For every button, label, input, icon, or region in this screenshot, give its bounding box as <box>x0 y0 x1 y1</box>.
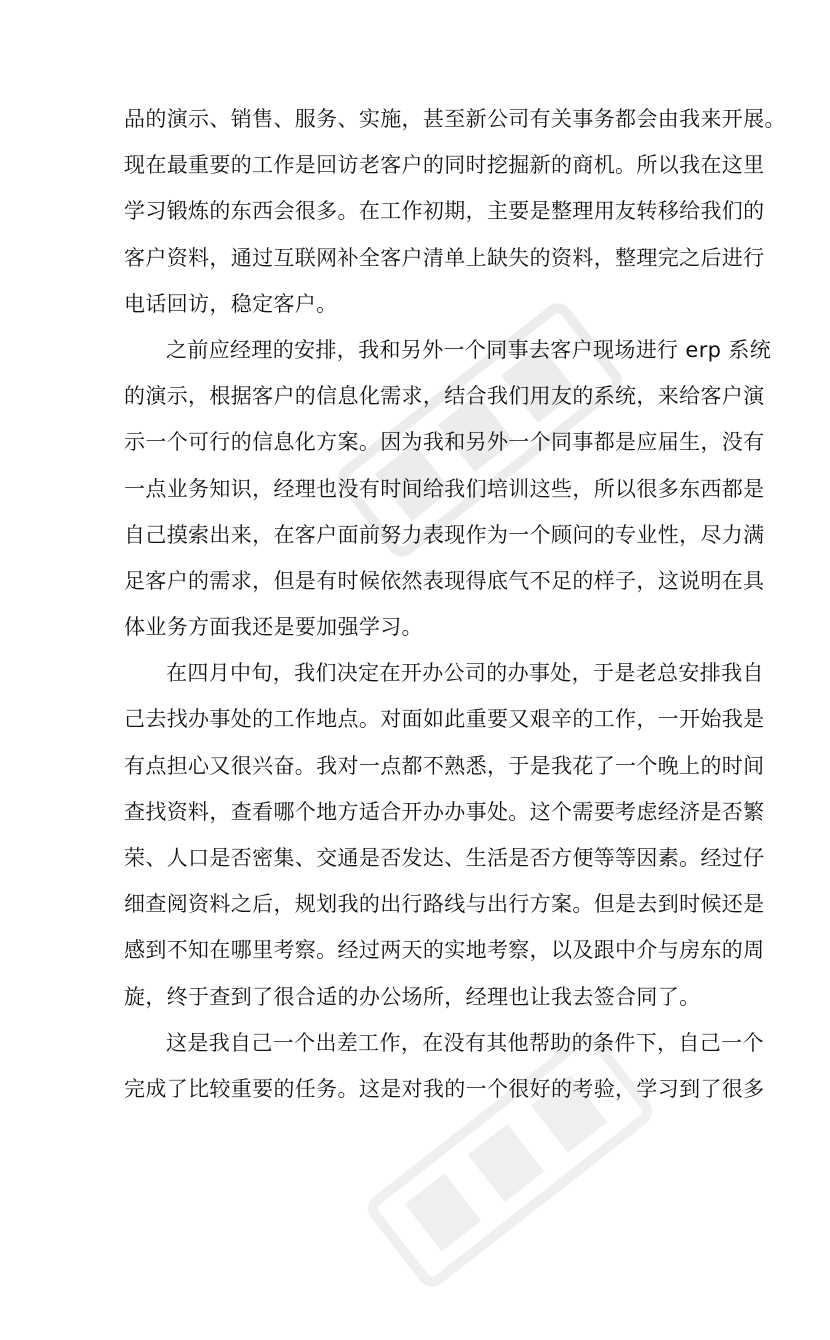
text-line: 荣、人口是否密集、交通是否发达、生活是否方便等等因素。经过仔 <box>124 846 765 870</box>
paragraph-start-line: 这是我自己一个出差工作，在没有其他帮助的条件下，自己一个 <box>166 1030 764 1055</box>
paragraph-start-line: 在四月中旬，我们决定在开办公司的办事处，于是老总安排我自 <box>166 661 764 686</box>
text-line: 自己摸索出来，在客户面前努力表现作为一个顾问的专业性，尽力满 <box>124 522 765 547</box>
text-line: 电话回访，稳定客户。 <box>124 291 338 316</box>
text-line: 有点担心又很兴奋。我对一点都不熟悉，于是我花了一个晚上的时间 <box>124 753 765 778</box>
text-line: 示一个可行的信息化方案。因为我和另外一个同事都是应届生，没有 <box>124 430 765 455</box>
paragraph-start-line: 之前应经理的安排，我和另外一个同事去客户现场进行 erp 系统 <box>166 337 772 362</box>
text-line: 查找资料，查看哪个地方适合开办办事处。这个需要考虑经济是否繁 <box>124 799 765 824</box>
text-line: 的演示，根据客户的信息化需求，结合我们用友的系统，来给客户演 <box>124 384 765 409</box>
text-line: 学习锻炼的东西会很多。在工作初期，主要是整理用友转移给我们的 <box>124 199 765 224</box>
text-line: 一点业务知识，经理也没有时间给我们培训这些，所以很多东西都是 <box>124 476 765 501</box>
text-line: 感到不知在哪里考察。经过两天的实地考察，以及跟中介与房东的周 <box>124 938 765 963</box>
text-line: 完成了比较重要的任务。这是对我的一个很好的考验，学习到了很多 <box>124 1076 765 1101</box>
text-line: 细查阅资料之后，规划我的出行路线与出行方案。但是去到时候还是 <box>124 892 765 917</box>
text-line: 足客户的需求，但是有时候依然表现得底气不足的样子，这说明在具 <box>124 568 765 593</box>
text-line: 客户资料，通过互联网补全客户清单上缺失的资料，整理完之后进行 <box>124 245 765 270</box>
text-line: 现在最重要的工作是回访老客户的同时挖掘新的商机。所以我在这里 <box>124 153 765 178</box>
text-line: 己去找办事处的工作地点。对面如此重要又艰辛的工作，一开始我是 <box>124 707 765 732</box>
document-body <box>124 96 786 1112</box>
text-line: 旋，终于查到了很合适的办公场所，经理也让我去签合同了。 <box>124 984 701 1009</box>
text-line: 体业务方面我还是要加强学习。 <box>124 615 423 640</box>
text-line: 品的演示、销售、服务、实施，甚至新公司有关事务都会由我来开展。 <box>124 107 786 131</box>
